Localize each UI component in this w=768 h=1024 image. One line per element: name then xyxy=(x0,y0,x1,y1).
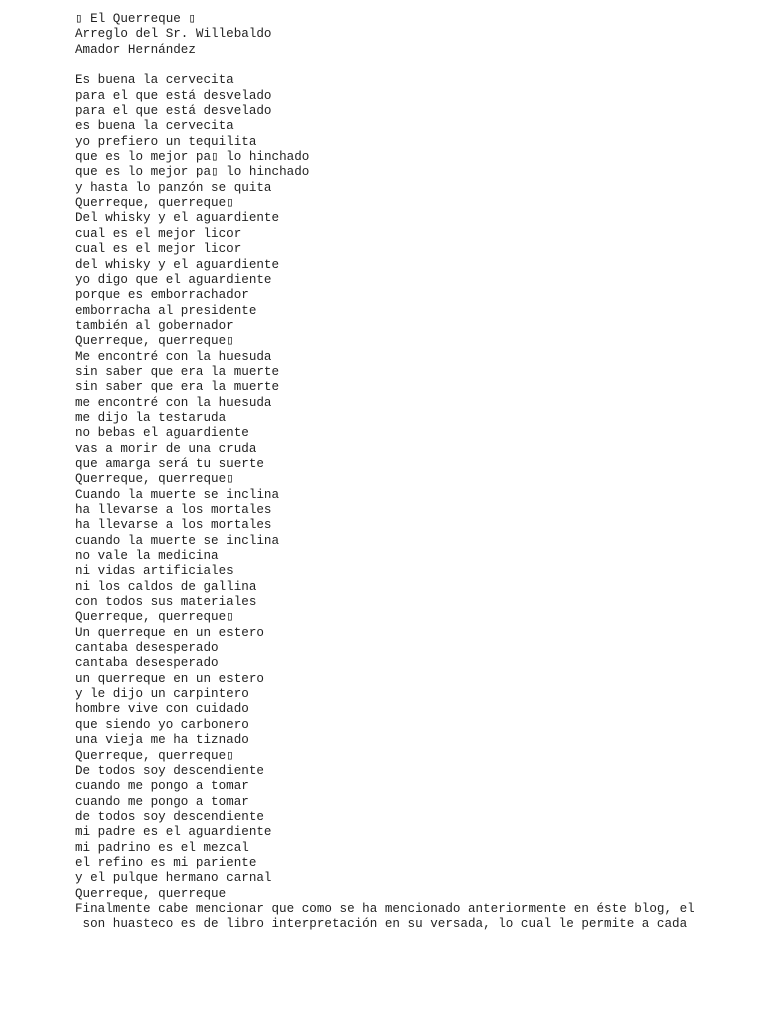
lyric-line: un querreque en un estero xyxy=(75,671,264,686)
lyric-line: cual es el mejor licor xyxy=(75,226,242,241)
lyric-line: Querreque, querreque▯ xyxy=(75,748,234,763)
song-header xyxy=(75,12,765,58)
header-line: Arreglo del Sr. Willebaldo xyxy=(75,27,272,42)
lyric-line: y le dijo un carpintero xyxy=(75,687,249,702)
lyric-line: Querreque, querreque▯ xyxy=(75,472,234,487)
header-line: Amador Hernández xyxy=(75,42,196,57)
lyric-line: que siendo yo carbonero xyxy=(75,717,249,732)
lyric-line: cantaba desesperado xyxy=(75,641,219,656)
lyric-line: que es lo mejor pa▯ lo hinchado xyxy=(75,150,310,165)
lyric-line: para el que está desvelado xyxy=(75,104,272,119)
lyric-line: Querreque, querreque▯ xyxy=(75,196,234,211)
lyric-line: no vale la medicina xyxy=(75,549,219,564)
lyric-line: Querreque, querreque▯ xyxy=(75,610,234,625)
lyric-line: Querreque, querreque▯ xyxy=(75,334,234,349)
lyric-line: no bebas el aguardiente xyxy=(75,426,249,441)
song-lyrics xyxy=(75,73,765,902)
lyric-line: que amarga será tu suerte xyxy=(75,456,264,471)
lyric-line: es buena la cervecita xyxy=(75,119,234,134)
lyric-line: cuando la muerte se inclina xyxy=(75,533,280,548)
paragraph-line: son huasteco es de libro interpretación en su versada, lo cual le permite a cada xyxy=(75,917,688,932)
header-line: ▯ El Querreque ▯ xyxy=(75,12,196,26)
lyric-line: Querreque, querreque xyxy=(75,886,227,901)
lyric-line: también al gobernador xyxy=(75,318,234,333)
lyric-line: cantaba desesperado xyxy=(75,656,219,671)
lyric-line: sin saber que era la muerte xyxy=(75,380,280,395)
lyric-line: de todos soy descendiente xyxy=(75,809,264,824)
lyric-line: Es buena la cervecita xyxy=(75,73,234,88)
lyric-line: Me encontré con la huesuda xyxy=(75,349,272,364)
lyric-line: yo prefiero un tequilita xyxy=(75,134,257,149)
lyric-line: y el pulque hermano carnal xyxy=(75,871,272,886)
lyric-line: y hasta lo panzón se quita xyxy=(75,180,272,195)
lyric-line: del whisky y el aguardiente xyxy=(75,257,280,272)
lyric-line: cuando me pongo a tomar xyxy=(75,779,249,794)
lyric-line: emborracha al presidente xyxy=(75,303,257,318)
lyric-line: con todos sus materiales xyxy=(75,595,257,610)
lyric-line: me encontré con la huesuda xyxy=(75,395,272,410)
document-page xyxy=(75,12,765,933)
lyric-line: ha llevarse a los mortales xyxy=(75,503,272,517)
lyric-line: sin saber que era la muerte xyxy=(75,364,280,379)
lyric-line: porque es emborrachador xyxy=(75,288,249,303)
lyric-line: cuando me pongo a tomar xyxy=(75,794,249,809)
lyric-line: Del whisky y el aguardiente xyxy=(75,211,280,226)
paragraph-line: Finalmente cabe mencionar que como se ha mencionado anteriormente en éste blog, el xyxy=(75,901,695,916)
lyric-line: que es lo mejor pa▯ lo hinchado xyxy=(75,165,310,180)
lyric-line: hombre vive con cuidado xyxy=(75,702,249,717)
lyric-line: para el que está desvelado xyxy=(75,88,272,103)
lyric-line: ni vidas artificiales xyxy=(75,564,234,579)
lyric-line: Cuando la muerte se inclina xyxy=(75,487,280,502)
blank-line xyxy=(75,58,765,73)
lyric-line: vas a morir de una cruda xyxy=(75,441,257,456)
lyric-line: me dijo la testaruda xyxy=(75,410,227,425)
lyric-line: ni los caldos de gallina xyxy=(75,579,257,594)
closing-paragraph xyxy=(75,902,765,933)
lyric-line: De todos soy descendiente xyxy=(75,763,264,778)
lyric-line: mi padrino es el mezcal xyxy=(75,840,249,855)
lyric-line: Un querreque en un estero xyxy=(75,625,264,640)
lyric-line: una vieja me ha tiznado xyxy=(75,733,249,748)
lyric-line: cual es el mejor licor xyxy=(75,242,242,257)
lyric-line: ha llevarse a los mortales xyxy=(75,518,272,533)
lyric-line: el refino es mi pariente xyxy=(75,855,257,870)
lyric-line: yo digo que el aguardiente xyxy=(75,272,272,287)
lyric-line: mi padre es el aguardiente xyxy=(75,825,272,840)
